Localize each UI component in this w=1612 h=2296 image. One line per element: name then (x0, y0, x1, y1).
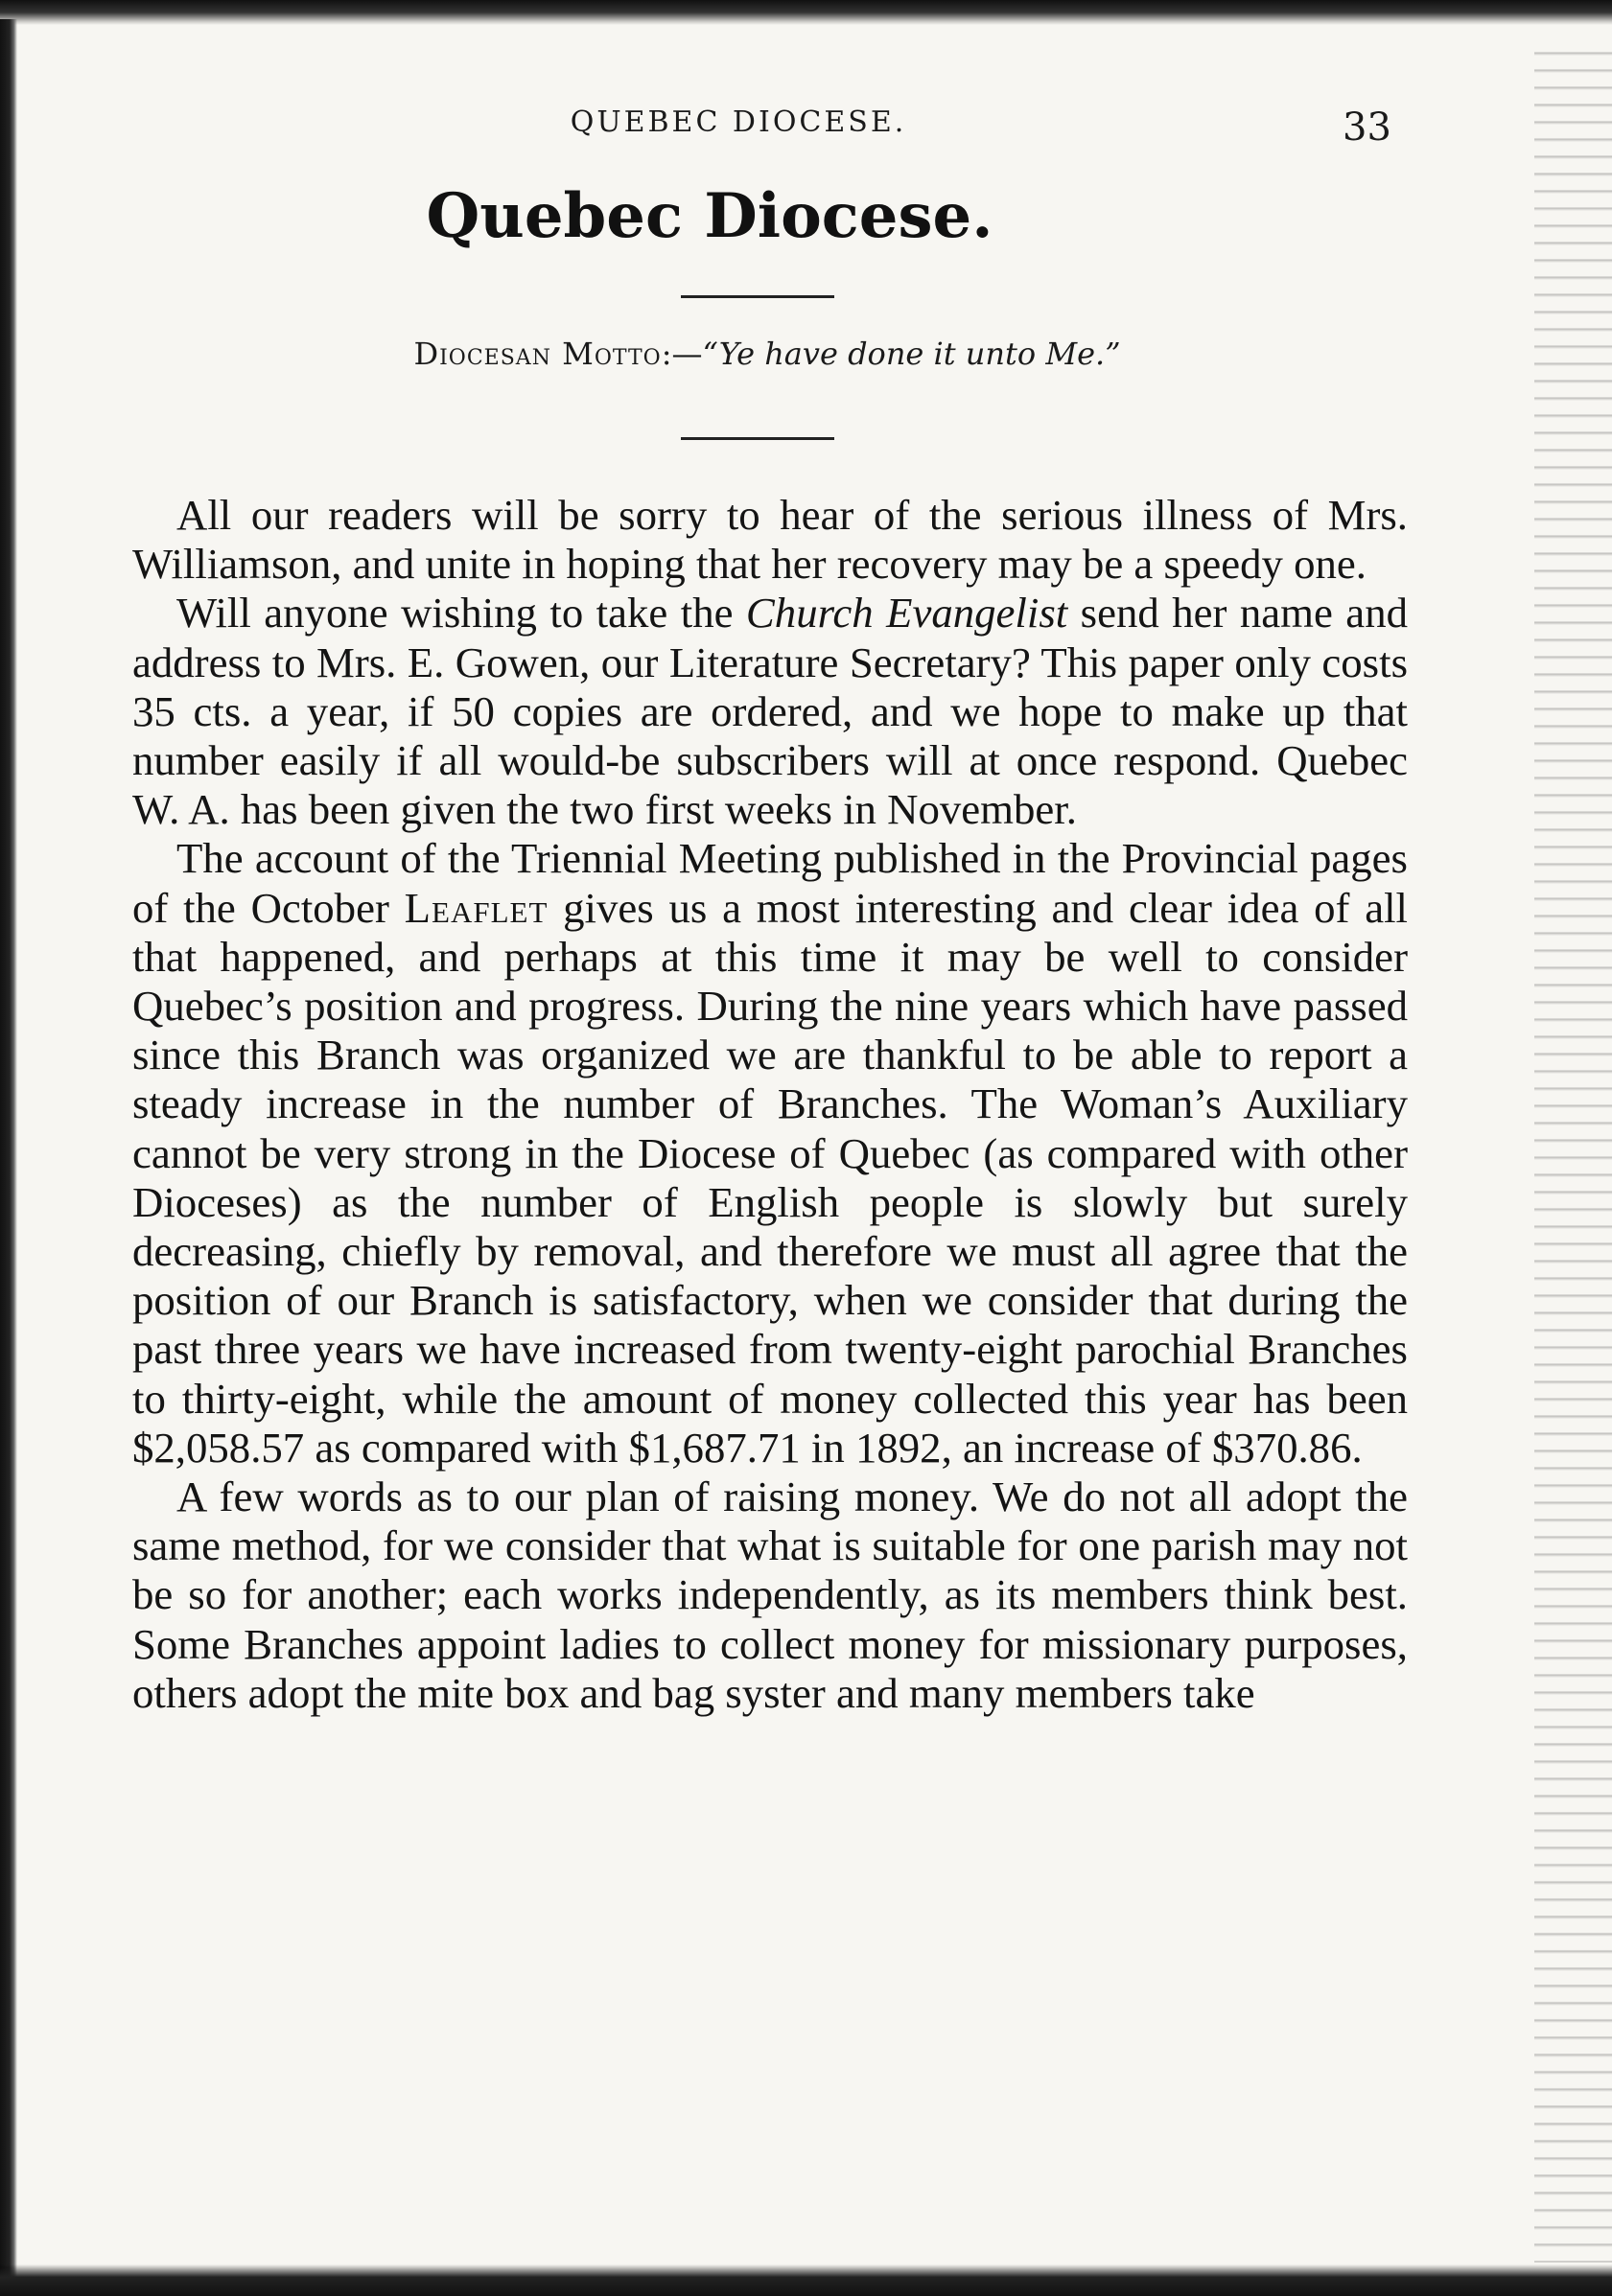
paragraph-4: A few words as to our plan of raising money. We do not all adopt the same method, for we consider that what is suitable for one parish may not be so for another; each works independently, as its members think best. Some Branches appoint ladies to collect money for missionary purposes, others adopt the mite box and bag syster and many members take (132, 1473, 1408, 1717)
divider-rule (681, 295, 834, 298)
paragraph-2-text-cont: send her name and address to Mrs. E. Gowen, our Literature Secretary? This paper only costs 35 cts. a year, if 50 copies are ordered, and we hope to make up that number easily if all would-be subscribers will at once respond. Quebec W. A. has been given the two first weeks in November. (132, 589, 1408, 834)
page-number: 33 (1343, 105, 1391, 150)
paragraph-3-text-cont: gives us a most interesting and clear idea of all that happened, and perhaps at this time it may be well to consider Quebec’s position and progress. During the nine years which have passed since this Branch was organized we are thankful to be able to report a steady increase in the number of Branches. The Woman’s Auxiliary cannot be very strong in the Diocese of Quebec (as compared with other Dioceses) as the number of English people is slowly but surely decreasing, chiefly by removal, and therefore we must all agree that the position of our Branch is satisfactory, when we consider that during the past three years we have increased from twenty-eight parochial Branches to thirty-eight, while the amount of money collected this year has been $2,058.57 as compared with $1,687.71 in 1892, an increase of $370.86. (132, 883, 1408, 1472)
body-text (132, 491, 1408, 1718)
motto-text: “Ye have done it unto Me.” (702, 336, 1121, 372)
paragraph-2 (132, 589, 1408, 834)
paragraph-1: All our readers will be sorry to hear of the serious illness of Mrs. Williamson, and unite in hoping that her recovery may be a speedy one. (132, 491, 1408, 589)
scan-edge-left (0, 19, 17, 2282)
motto-label: Diocesan Motto (413, 336, 662, 372)
scan-edge-top (0, 0, 1612, 25)
paragraph-3-text: The account of the Triennial Meeting published in the Provincial pages of the October (132, 834, 1408, 932)
running-head: QUEBEC DIOCESE. (570, 105, 907, 139)
motto-separator: :— (661, 336, 703, 372)
scan-edge-bottom (0, 2264, 1612, 2296)
scan-edge-right (1534, 38, 1612, 2262)
publication-name: Church Evangelist (745, 589, 1068, 638)
paragraph-2-text: Will anyone wishing to take the (176, 589, 746, 638)
paragraph-3 (132, 834, 1408, 1473)
diocesan-motto (192, 336, 1343, 372)
leaflet-name: Leaflet (404, 883, 549, 932)
divider-rule (681, 437, 834, 440)
page-title: Quebec Diocese. (426, 180, 993, 252)
